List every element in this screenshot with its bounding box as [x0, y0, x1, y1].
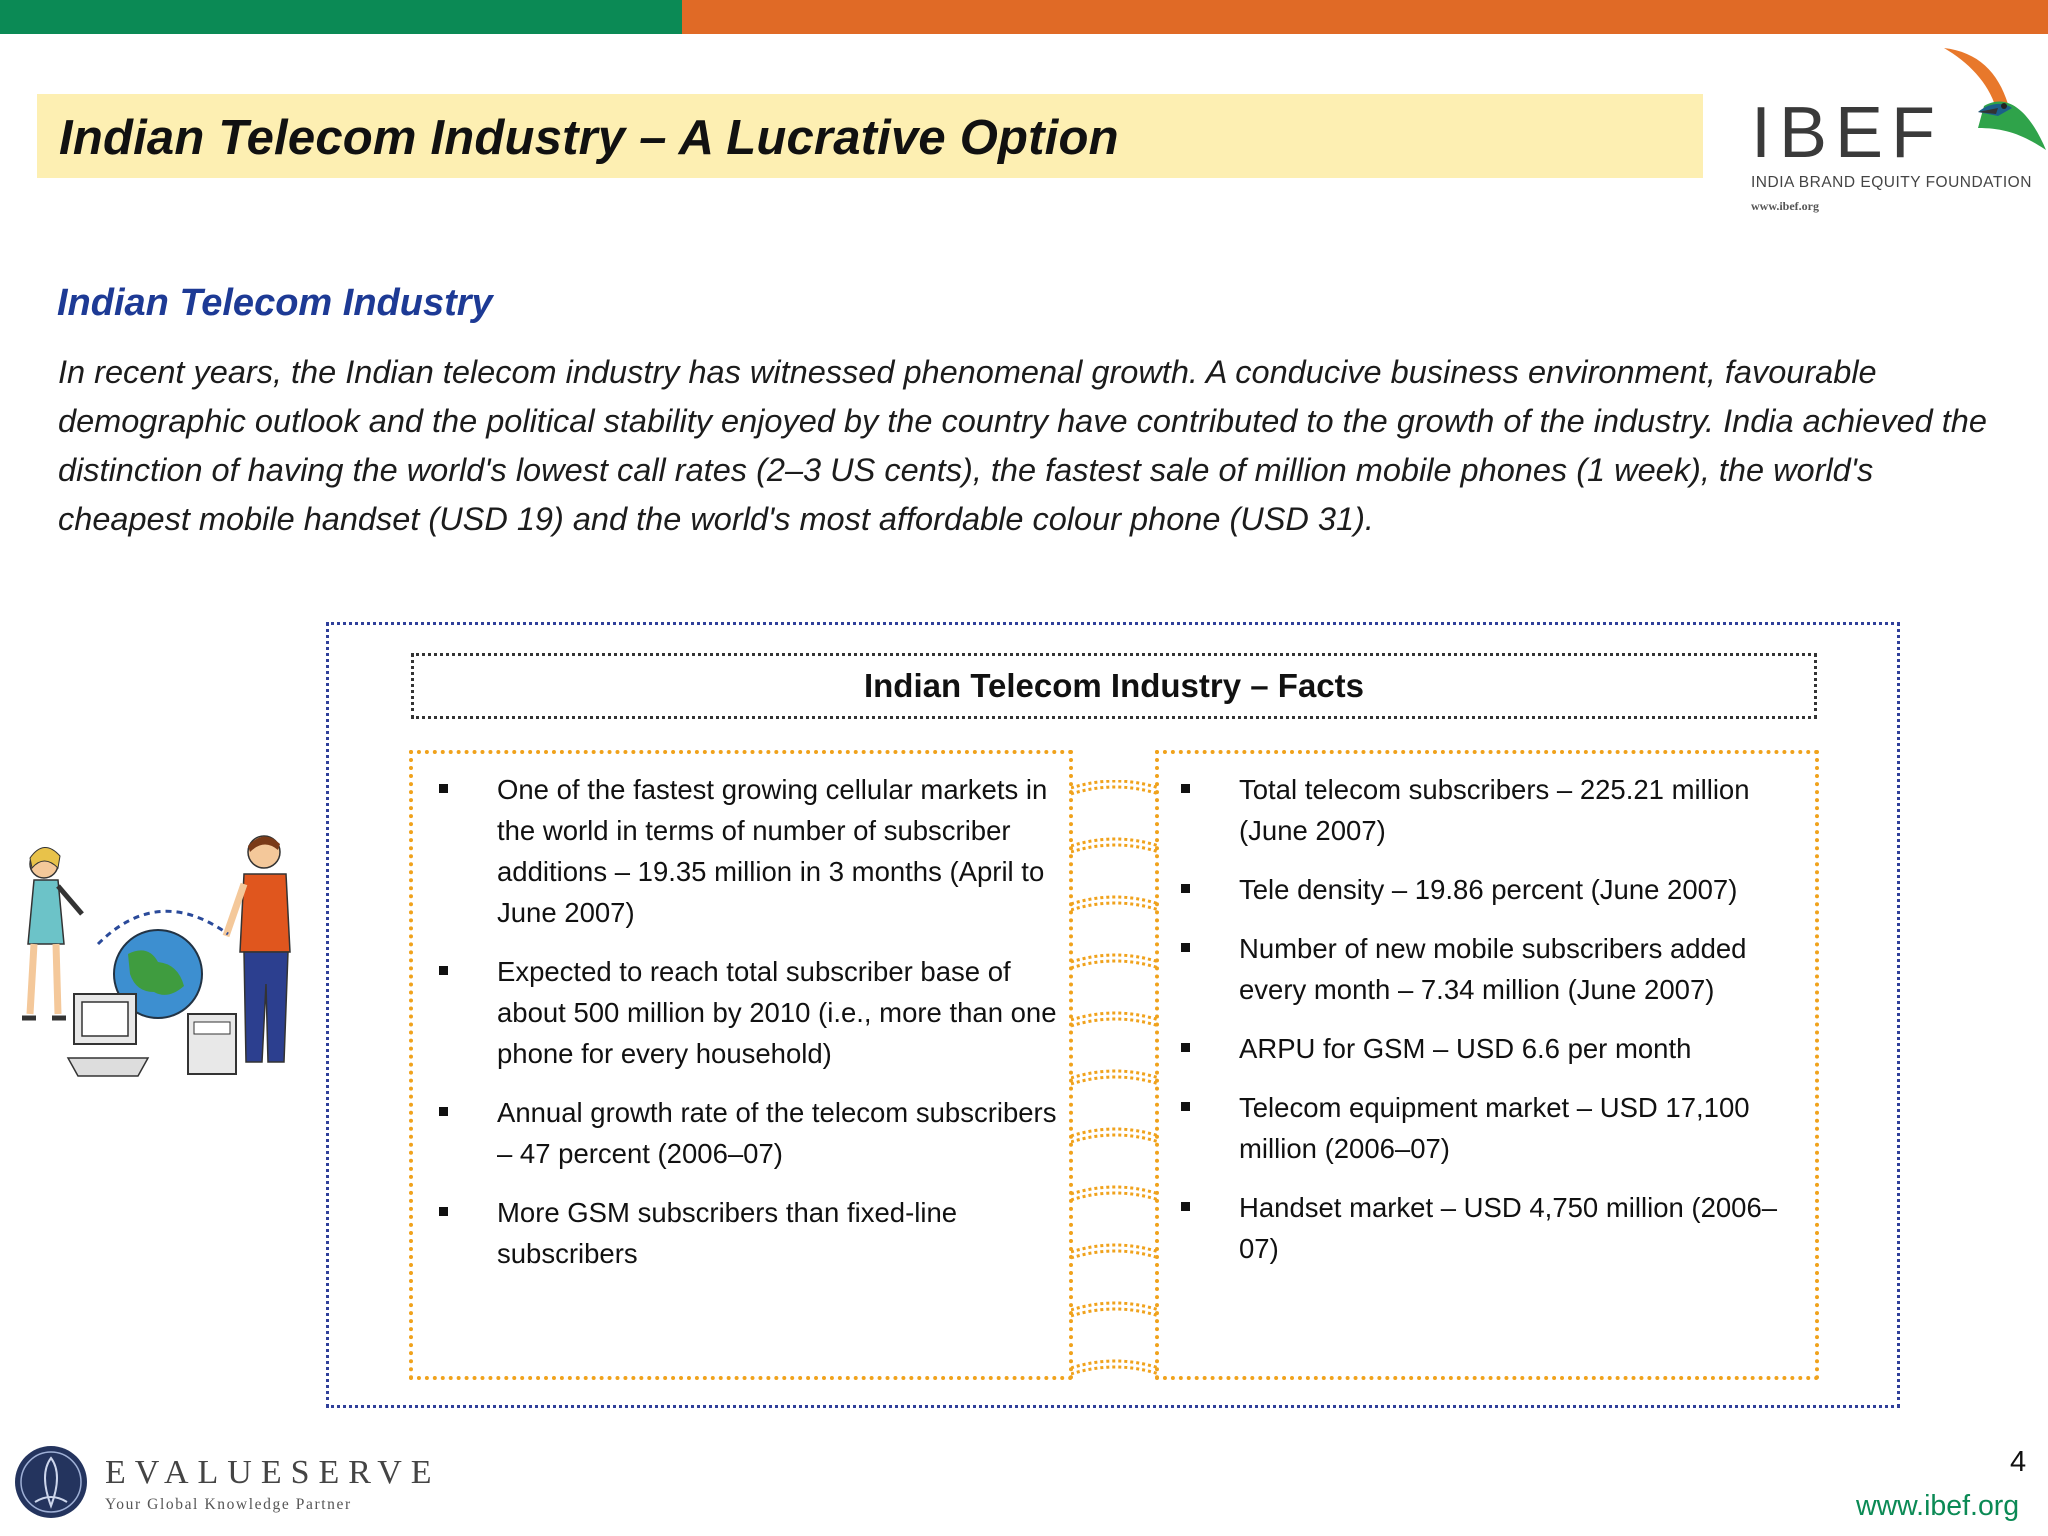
fact-item — [1181, 1028, 1801, 1069]
footer-url[interactable]: www.ibef.org — [1856, 1490, 2020, 1522]
people-globe-clipart-icon — [8, 824, 308, 1089]
fact-text: Number of new mobile subscribers added every month – 7.34 million (June 2007) — [1239, 933, 1747, 1005]
bullet-icon — [439, 966, 448, 975]
fact-text: One of the fastest growing cellular markets in the world in terms of number of subscriber additions – 19.35 million in 3 months (April to June 2007) — [497, 774, 1048, 928]
fact-item — [1181, 769, 1801, 851]
fact-text: Telecom equipment market – USD 17,100 million (2006–07) — [1239, 1092, 1750, 1164]
facts-right-list — [1181, 769, 1801, 1287]
bullet-icon — [439, 784, 448, 793]
bullet-icon — [1181, 784, 1190, 793]
fact-item — [439, 769, 1069, 933]
slide-title: Indian Telecom Industry – A Lucrative Option — [59, 111, 1119, 165]
bullet-icon — [1181, 1102, 1190, 1111]
spiral-binding-icon — [1071, 780, 1159, 1380]
facts-right-panel — [1155, 750, 1819, 1380]
fact-text: Total telecom subscribers – 225.21 million (June 2007) — [1239, 774, 1750, 846]
fact-text: Handset market – USD 4,750 million (2006–07) — [1239, 1192, 1778, 1264]
fact-item — [439, 1192, 1069, 1274]
fact-item — [1181, 1087, 1801, 1169]
evalueserve-tagline: Your Global Knowledge Partner — [105, 1496, 352, 1513]
fact-item — [1181, 1187, 1801, 1269]
bullet-icon — [1181, 943, 1190, 952]
page-number: 4 — [2010, 1446, 2027, 1478]
bullet-icon — [1181, 884, 1190, 893]
evalueserve-logo — [13, 1444, 441, 1524]
slide-title-band — [37, 94, 1703, 178]
facts-left-panel — [409, 750, 1073, 1380]
fact-item — [439, 1092, 1069, 1174]
top-bar-green — [0, 0, 682, 34]
evalueserve-name: EVALUESERVE — [105, 1454, 441, 1491]
ibef-subtitle: INDIA BRAND EQUITY FOUNDATION — [1751, 174, 2032, 191]
facts-header: Indian Telecom Industry – Facts — [411, 653, 1817, 719]
fact-item — [1181, 869, 1801, 910]
fact-text: Expected to reach total subscriber base of about 500 million by 2010 (i.e., more than one phone for every household) — [497, 956, 1057, 1069]
ibef-wordmark: IBEF — [1751, 93, 1944, 173]
intro-paragraph: In recent years, the Indian telecom industry has witnessed phenomenal growth. A conducive business environment, favourable demographic outlook and the political stability enjoyed by the country have contributed to the growth of the industry. India achieved the distinction of having the world's lowest call rates (2–3 US cents), the fastest sale of million mobile phones (1 week), the world's cheapest mobile handset (USD 19) and the world's most affordable colour phone (USD 31). — [58, 354, 1987, 537]
top-bar-orange — [682, 0, 2048, 34]
fact-item — [439, 951, 1069, 1074]
facts-left-list — [439, 769, 1069, 1292]
fact-text: Annual growth rate of the telecom subscribers – 47 percent (2006–07) — [497, 1097, 1057, 1169]
bird-icon — [1938, 42, 2048, 152]
fact-item — [1181, 928, 1801, 1010]
evalueserve-emblem-icon — [13, 1444, 89, 1520]
fact-text: Tele density – 19.86 percent (June 2007) — [1239, 874, 1738, 905]
top-color-bar — [0, 0, 2048, 34]
ibef-logo-url: www.ibef.org — [1751, 199, 1819, 213]
fact-text: ARPU for GSM – USD 6.6 per month — [1239, 1033, 1692, 1064]
bullet-icon — [1181, 1202, 1190, 1211]
bullet-icon — [439, 1207, 448, 1216]
bullet-icon — [1181, 1043, 1190, 1052]
bullet-icon — [439, 1107, 448, 1116]
ibef-logo — [1748, 42, 2048, 222]
fact-text: More GSM subscribers than fixed-line subscribers — [497, 1197, 958, 1269]
section-heading: Indian Telecom Industry — [57, 282, 493, 324]
